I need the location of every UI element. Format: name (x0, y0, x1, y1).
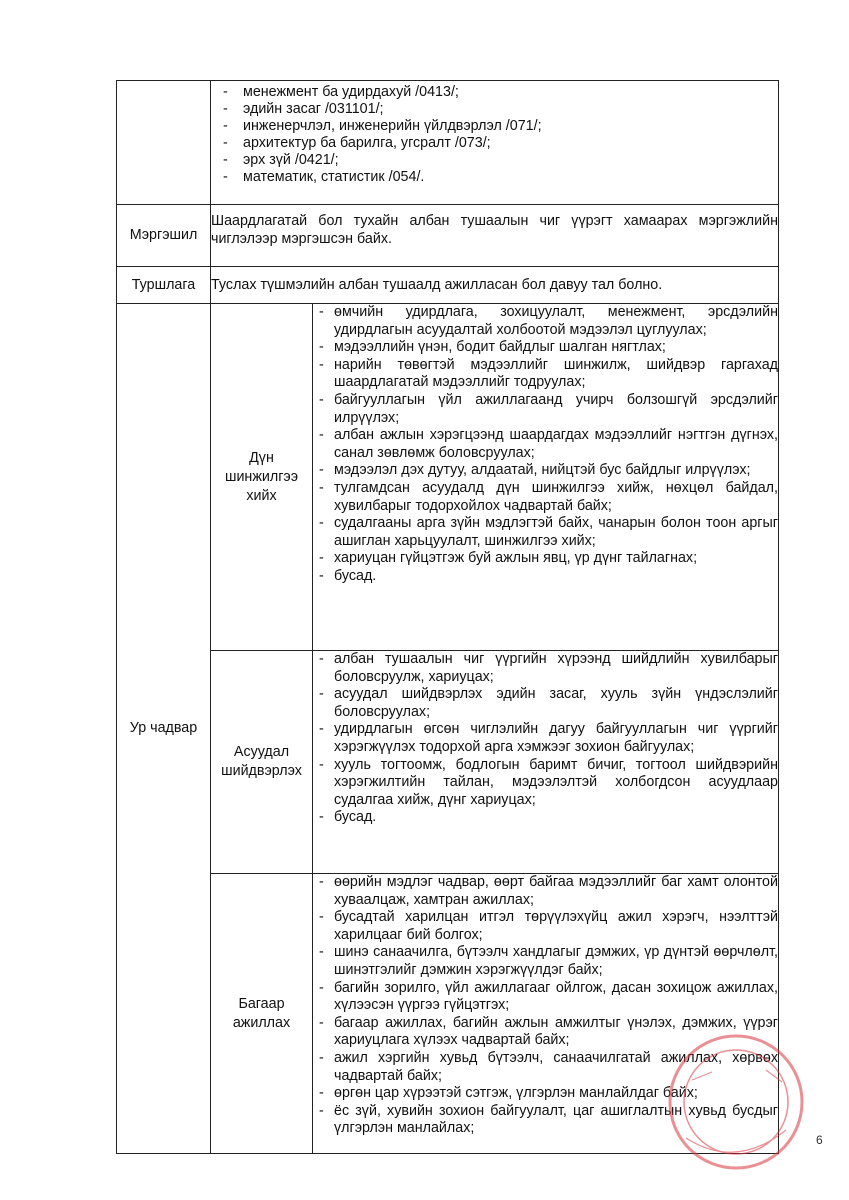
experience-text: Туслах түшмэлийн албан тушаалд ажилласан бол давуу тал болно. (211, 277, 663, 293)
problem-solving-label: Асуудал шийдвэрлэх (211, 651, 313, 874)
list-item: - нарийн төвөгтэй мэдээллийг шинжилж, шийдвэр гаргахад шаардлагатай мэдээллийг тодруулах; (313, 357, 778, 392)
list-item: - мэдээллийн үнэн, бодит байдлыг шалган нягтлах; (313, 339, 778, 357)
table-row (117, 205, 779, 267)
qualification-cell (211, 205, 779, 267)
list-item: - эрх зүй /0421/; (211, 152, 778, 169)
list-item: - асуудал шийдвэрлэх эдийн засаг, хууль зүйн үндэслэлийг боловсруулах; (313, 686, 778, 721)
education-list-cell (211, 81, 779, 205)
list-item: - өмчийн удирдлага, зохицуулалт, менежмент, эрсдэлийн удирдлагын асуудалтай холбоотой мэдээлэл цуглуулах; (313, 304, 778, 339)
analysis-cell (313, 304, 779, 651)
experience-cell (211, 267, 779, 304)
skills-label: Ур чадвар (117, 304, 211, 1154)
table-row (117, 81, 779, 205)
list-item: - бусад. (313, 809, 778, 827)
list-item: - архитектур ба барилга, угсралт /073/; (211, 135, 778, 152)
experience-label: Туршлага (117, 267, 211, 304)
list-item: - хууль тогтоомж, бодлогын баримт бичиг, тогтоол шийдвэрийн хэрэгжилтийн тайлан, мэдээлэлтэй холбогдсон асуудлаар судалгаа хийж, дүнг хариуцах; (313, 757, 778, 810)
empty-label-cell (117, 81, 211, 205)
list-item: - бусад. (313, 568, 778, 586)
list-item: - удирдлагын өгсөн чиглэлийн дагуу байгууллагын чиг үүргийг хэрэгжүүлэх тодорхой арга хэмжээг зохион байгуулах; (313, 721, 778, 756)
list-item: - багаар ажиллах, багийн ажлын амжилтыг үнэлэх, дэмжих, үүрэг хариуцлага хүлээх чадвартай байх; (313, 1015, 778, 1050)
list-item: - ёс зүй, хувийн зохион байгуулалт, цаг ашиглалтын хувьд бусдыг үлгэрлэн манлайлах; (313, 1103, 778, 1138)
analysis-list (313, 304, 778, 586)
qualification-label: Мэргэшил (117, 205, 211, 267)
seal-stamp-icon (616, 1020, 806, 1180)
list-item: - эдийн засаг /031101/; (211, 101, 778, 118)
education-list (211, 84, 778, 186)
table-row (117, 304, 779, 651)
table-row (117, 651, 779, 874)
list-item: - математик, статистик /054/. (211, 169, 778, 186)
list-item: - ажил хэргийн хувьд бүтээлч, санаачилгатай ажиллах, хөрвөх чадвартай байх; (313, 1050, 778, 1085)
list-item: - өөрийн мэдлэг чадвар, өөрт байгаа мэдээллийг баг хамт олонтой хуваалцаж, хамтран ажиллах; (313, 874, 778, 909)
page-number: 6 (816, 1133, 823, 1147)
list-item: - хариуцан гүйцэтгэж буй ажлын явц, үр дүнг тайлагнах; (313, 550, 778, 568)
list-item: - багийн зорилго, үйл ажиллагааг ойлгож, дасан зохицож ажиллах, хүлээсэн үүргээ гүйцэтгэх; (313, 980, 778, 1015)
requirements-table (116, 80, 779, 1154)
list-item: - менежмент ба удирдахуй /0413/; (211, 84, 778, 101)
list-item: - тулгамдсан асуудалд дүн шинжилгээ хийж, нөхцөл байдал, хувилбарыг тодорхойлох чадвартай байх; (313, 480, 778, 515)
list-item: - өргөн цар хүрээтэй сэтгэж, үлгэрлэн манлайлдаг байх; (313, 1085, 778, 1103)
list-item: - байгууллагын үйл ажиллагаанд учирч болзошгүй эрсдэлийг илрүүлэх; (313, 392, 778, 427)
list-item: - инженерчлэл, инженерийн үйлдвэрлэл /071/; (211, 118, 778, 135)
table-row (117, 267, 779, 304)
list-item: - албан ажлын хэрэгцээнд шаардагдах мэдээллийг нэгтгэн дүгнэх, санал зөвлөмж боловсруулах; (313, 427, 778, 462)
problem-solving-cell (313, 651, 779, 874)
list-item: - бусадтай харилцан итгэл төрүүлэхүйц ажил хэрэгч, нээлттэй харилцааг бий болгох; (313, 909, 778, 944)
problem-solving-list (313, 651, 778, 827)
teamwork-label: Багаар ажиллах (211, 874, 313, 1154)
list-item: - судалгааны арга зүйн мэдлэгтэй байх, чанарын болон тоон аргыг ашиглан харьцуулалт, шинжилгээ хийх; (313, 515, 778, 550)
list-item: - албан тушаалын чиг үүргийн хүрээнд шийдлийн хувилбарыг боловсруулж, хариуцах; (313, 651, 778, 686)
qualification-text: Шаардлагатай бол тухайн албан тушаалын чиг үүрэгт хамаарах мэргэжлийн чиглэлээр мэргэшсэн байх. (211, 213, 778, 247)
list-item: - шинэ санаачилга, бүтээлч хандлагыг дэмжих, үр дүнтэй өөрчлөлт, шинэтгэлийг дэмжин хэрэгжүүлдэг байх; (313, 944, 778, 979)
list-item: - мэдээлэл дэх дутуу, алдаатай, нийцтэй бус байдлыг илрүүлэх; (313, 462, 778, 480)
analysis-label: Дүн шинжилгээ хийх (211, 304, 313, 651)
